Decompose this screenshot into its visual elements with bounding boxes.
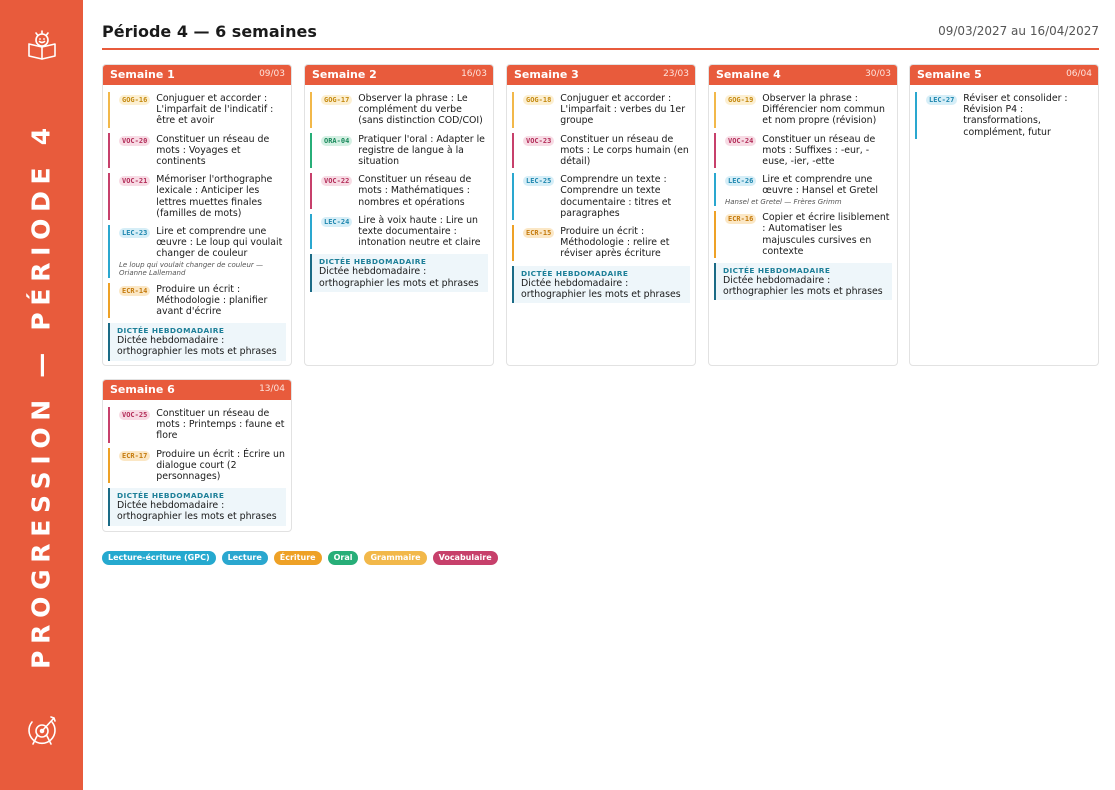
legend-pill: Lecture: [222, 551, 268, 565]
lesson-item: [714, 173, 892, 197]
week-name: Semaine 4: [716, 68, 781, 81]
lesson-item: [310, 214, 488, 250]
lesson-book-reference: Hansel et Gretel — Frères Grimm: [714, 198, 892, 207]
lesson-item: [310, 133, 488, 169]
lesson-item: [108, 173, 286, 220]
week-card: [102, 64, 292, 366]
lesson-code-badge: GOG-17: [321, 95, 352, 105]
dictation-text: Dictée hebdomadaire : orthographier les mots et phrases: [521, 277, 681, 300]
week-date: 23/03: [663, 69, 689, 79]
lesson-text: Observer la phrase : Le complément du verbe (sans distinction COD/COI): [358, 93, 483, 127]
lesson-text: Conjuguer et accorder : L'imparfait : verbes du 1er groupe: [560, 93, 686, 127]
lesson-item: [108, 448, 286, 484]
lesson-code-badge: VOC-22: [321, 176, 352, 186]
lesson-item: [714, 211, 892, 258]
lesson-code-badge: ECR-17: [119, 451, 150, 461]
lesson-item: [108, 133, 286, 169]
page-title: Période 4 — 6 semaines: [102, 22, 317, 41]
week-name: Semaine 6: [110, 383, 175, 396]
lesson-code-badge: GOG-16: [119, 95, 150, 105]
lesson-code-badge: VOC-20: [119, 136, 150, 146]
legend-pill: Grammaire: [364, 551, 426, 565]
lesson-text: Produire un écrit : Écrire un dialogue court (2 personnages): [156, 448, 285, 483]
week-name: Semaine 2: [312, 68, 377, 81]
lesson-item: [512, 225, 690, 261]
lesson-code-badge: LEC-26: [725, 176, 756, 186]
lesson-item: [108, 407, 286, 443]
lesson-item: [915, 92, 1093, 139]
week-header: [103, 380, 291, 400]
week-date: 30/03: [865, 69, 891, 79]
lesson-item: [512, 92, 690, 128]
lesson-code-badge: GOG-19: [725, 95, 756, 105]
weekly-dictation: [714, 263, 892, 300]
lesson-code-badge: LEC-24: [321, 217, 352, 227]
lesson-text: Constituer un réseau de mots : Printemps : faune et flore: [156, 408, 285, 442]
lesson-text: Pratiquer l'oral : Adapter le registre de langue à la situation: [358, 133, 485, 168]
lesson-text: Produire un écrit : Méthodologie : relire et réviser après écriture: [560, 226, 670, 260]
week-name: Semaine 5: [917, 68, 982, 81]
lesson-code-badge: VOC-23: [523, 136, 554, 146]
lesson-code-badge: LEC-27: [926, 95, 957, 105]
category-legend: [102, 551, 498, 565]
lesson-book-reference: Le loup qui voulait changer de couleur — Orianne Lallemand: [108, 261, 286, 278]
lesson-text: Produire un écrit : Méthodologie : planifier avant d'écrire: [156, 283, 268, 318]
week-header: [507, 65, 695, 85]
lesson-item: [714, 92, 892, 128]
page-header: [102, 16, 1099, 50]
week-card: [708, 64, 898, 366]
week-header: [103, 65, 291, 85]
lesson-item: [512, 173, 690, 220]
sidebar: [0, 0, 83, 790]
week-header: [305, 65, 493, 85]
lesson-text: Lire et comprendre une œuvre : Hansel et Gretel: [762, 174, 879, 197]
dictation-label: DICTÉE HEBDOMADAIRE: [521, 268, 629, 278]
legend-pill: Écriture: [274, 551, 322, 565]
target-arrow-icon: [24, 712, 60, 748]
week-card: [102, 379, 292, 532]
legend-pill: Lecture-écriture (GPC): [102, 551, 216, 565]
lesson-code-badge: GOG-18: [523, 95, 554, 105]
dictation-label: DICTÉE HEBDOMADAIRE: [723, 265, 831, 275]
dictation-label: DICTÉE HEBDOMADAIRE: [117, 491, 225, 501]
lesson-item: [108, 92, 286, 128]
lesson-text: Copier et écrire lisiblement : Automatiser les majuscules cursives en contexte: [762, 212, 890, 257]
lesson-code-badge: VOC-25: [119, 410, 150, 420]
lesson-item: [512, 133, 690, 169]
period-dates: 09/03/2027 au 16/04/2027: [938, 24, 1099, 38]
lesson-code-badge: LEC-25: [523, 176, 554, 186]
legend-pill: Vocabulaire: [433, 551, 498, 565]
lesson-text: Observer la phrase : Différencier nom commun et nom propre (révision): [762, 93, 885, 127]
weekly-dictation: [108, 488, 286, 525]
lesson-text: Constituer un réseau de mots : Suffixes : -eur, -euse, -ier, -ette: [762, 133, 876, 168]
lesson-text: Lire et comprendre une œuvre : Le loup qui voulait changer de couleur: [156, 226, 283, 260]
lesson-text: Constituer un réseau de mots : Le corps humain (en détail): [560, 133, 689, 168]
week-date: 06/04: [1066, 69, 1092, 79]
week-card: [909, 64, 1099, 366]
lesson-text: Mémoriser l'orthographe lexicale : Anticiper les lettres muettes finales (familles de mots): [156, 174, 273, 219]
lesson-item: [108, 283, 286, 319]
lesson-item: [310, 92, 488, 128]
lesson-code-badge: LEC-23: [119, 228, 150, 238]
lesson-item: [108, 225, 286, 261]
weekly-dictation: [512, 266, 690, 303]
lesson-code-badge: ECR-15: [523, 228, 554, 238]
lesson-item: [310, 173, 488, 209]
book-mascot-icon: [26, 30, 58, 62]
week-header: [709, 65, 897, 85]
lesson-text: Constituer un réseau de mots : Voyages et continents: [156, 133, 270, 168]
week-card: [304, 64, 494, 366]
weekly-dictation: [108, 323, 286, 360]
dictation-label: DICTÉE HEBDOMADAIRE: [117, 326, 225, 336]
sidebar-title: PROGRESSION — PÉRIODE 4: [26, 121, 56, 669]
lesson-text: Constituer un réseau de mots : Mathématiques : nombres et opérations: [358, 174, 472, 208]
lesson-text: Lire à voix haute : Lire un texte documentaire : intonation neutre et claire: [358, 214, 481, 249]
dictation-text: Dictée hebdomadaire : orthographier les mots et phrases: [117, 335, 277, 358]
lesson-code-badge: ECR-14: [119, 286, 150, 296]
lesson-text: Réviser et consolider : Révision P4 : transformations, complément, futur: [963, 93, 1068, 138]
lesson-text: Conjuguer et accorder : L'imparfait de l'indicatif : être et avoir: [156, 93, 274, 127]
week-date: 16/03: [461, 69, 487, 79]
lesson-text: Comprendre un texte : Comprendre un texte documentaire : titres et paragraphes: [560, 174, 672, 219]
dictation-text: Dictée hebdomadaire : orthographier les mots et phrases: [723, 274, 883, 298]
dictation-text: Dictée hebdomadaire : orthographier les mots et phrases: [319, 266, 479, 289]
dictation-text: Dictée hebdomadaire : orthographier les mots et phrases: [117, 500, 277, 523]
week-card: [506, 64, 696, 366]
week-name: Semaine 1: [110, 68, 175, 81]
week-name: Semaine 3: [514, 68, 579, 81]
dictation-label: DICTÉE HEBDOMADAIRE: [319, 257, 427, 267]
lesson-code-badge: VOC-21: [119, 176, 150, 186]
week-date: 13/04: [259, 384, 285, 394]
lesson-item: [714, 133, 892, 169]
lesson-code-badge: VOC-24: [725, 136, 756, 146]
lesson-code-badge: ORA-04: [321, 136, 352, 146]
legend-pill: Oral: [328, 551, 359, 565]
lesson-code-badge: ECR-16: [725, 214, 756, 224]
week-header: [910, 65, 1098, 85]
weekly-dictation: [310, 254, 488, 291]
week-date: 09/03: [259, 69, 285, 79]
